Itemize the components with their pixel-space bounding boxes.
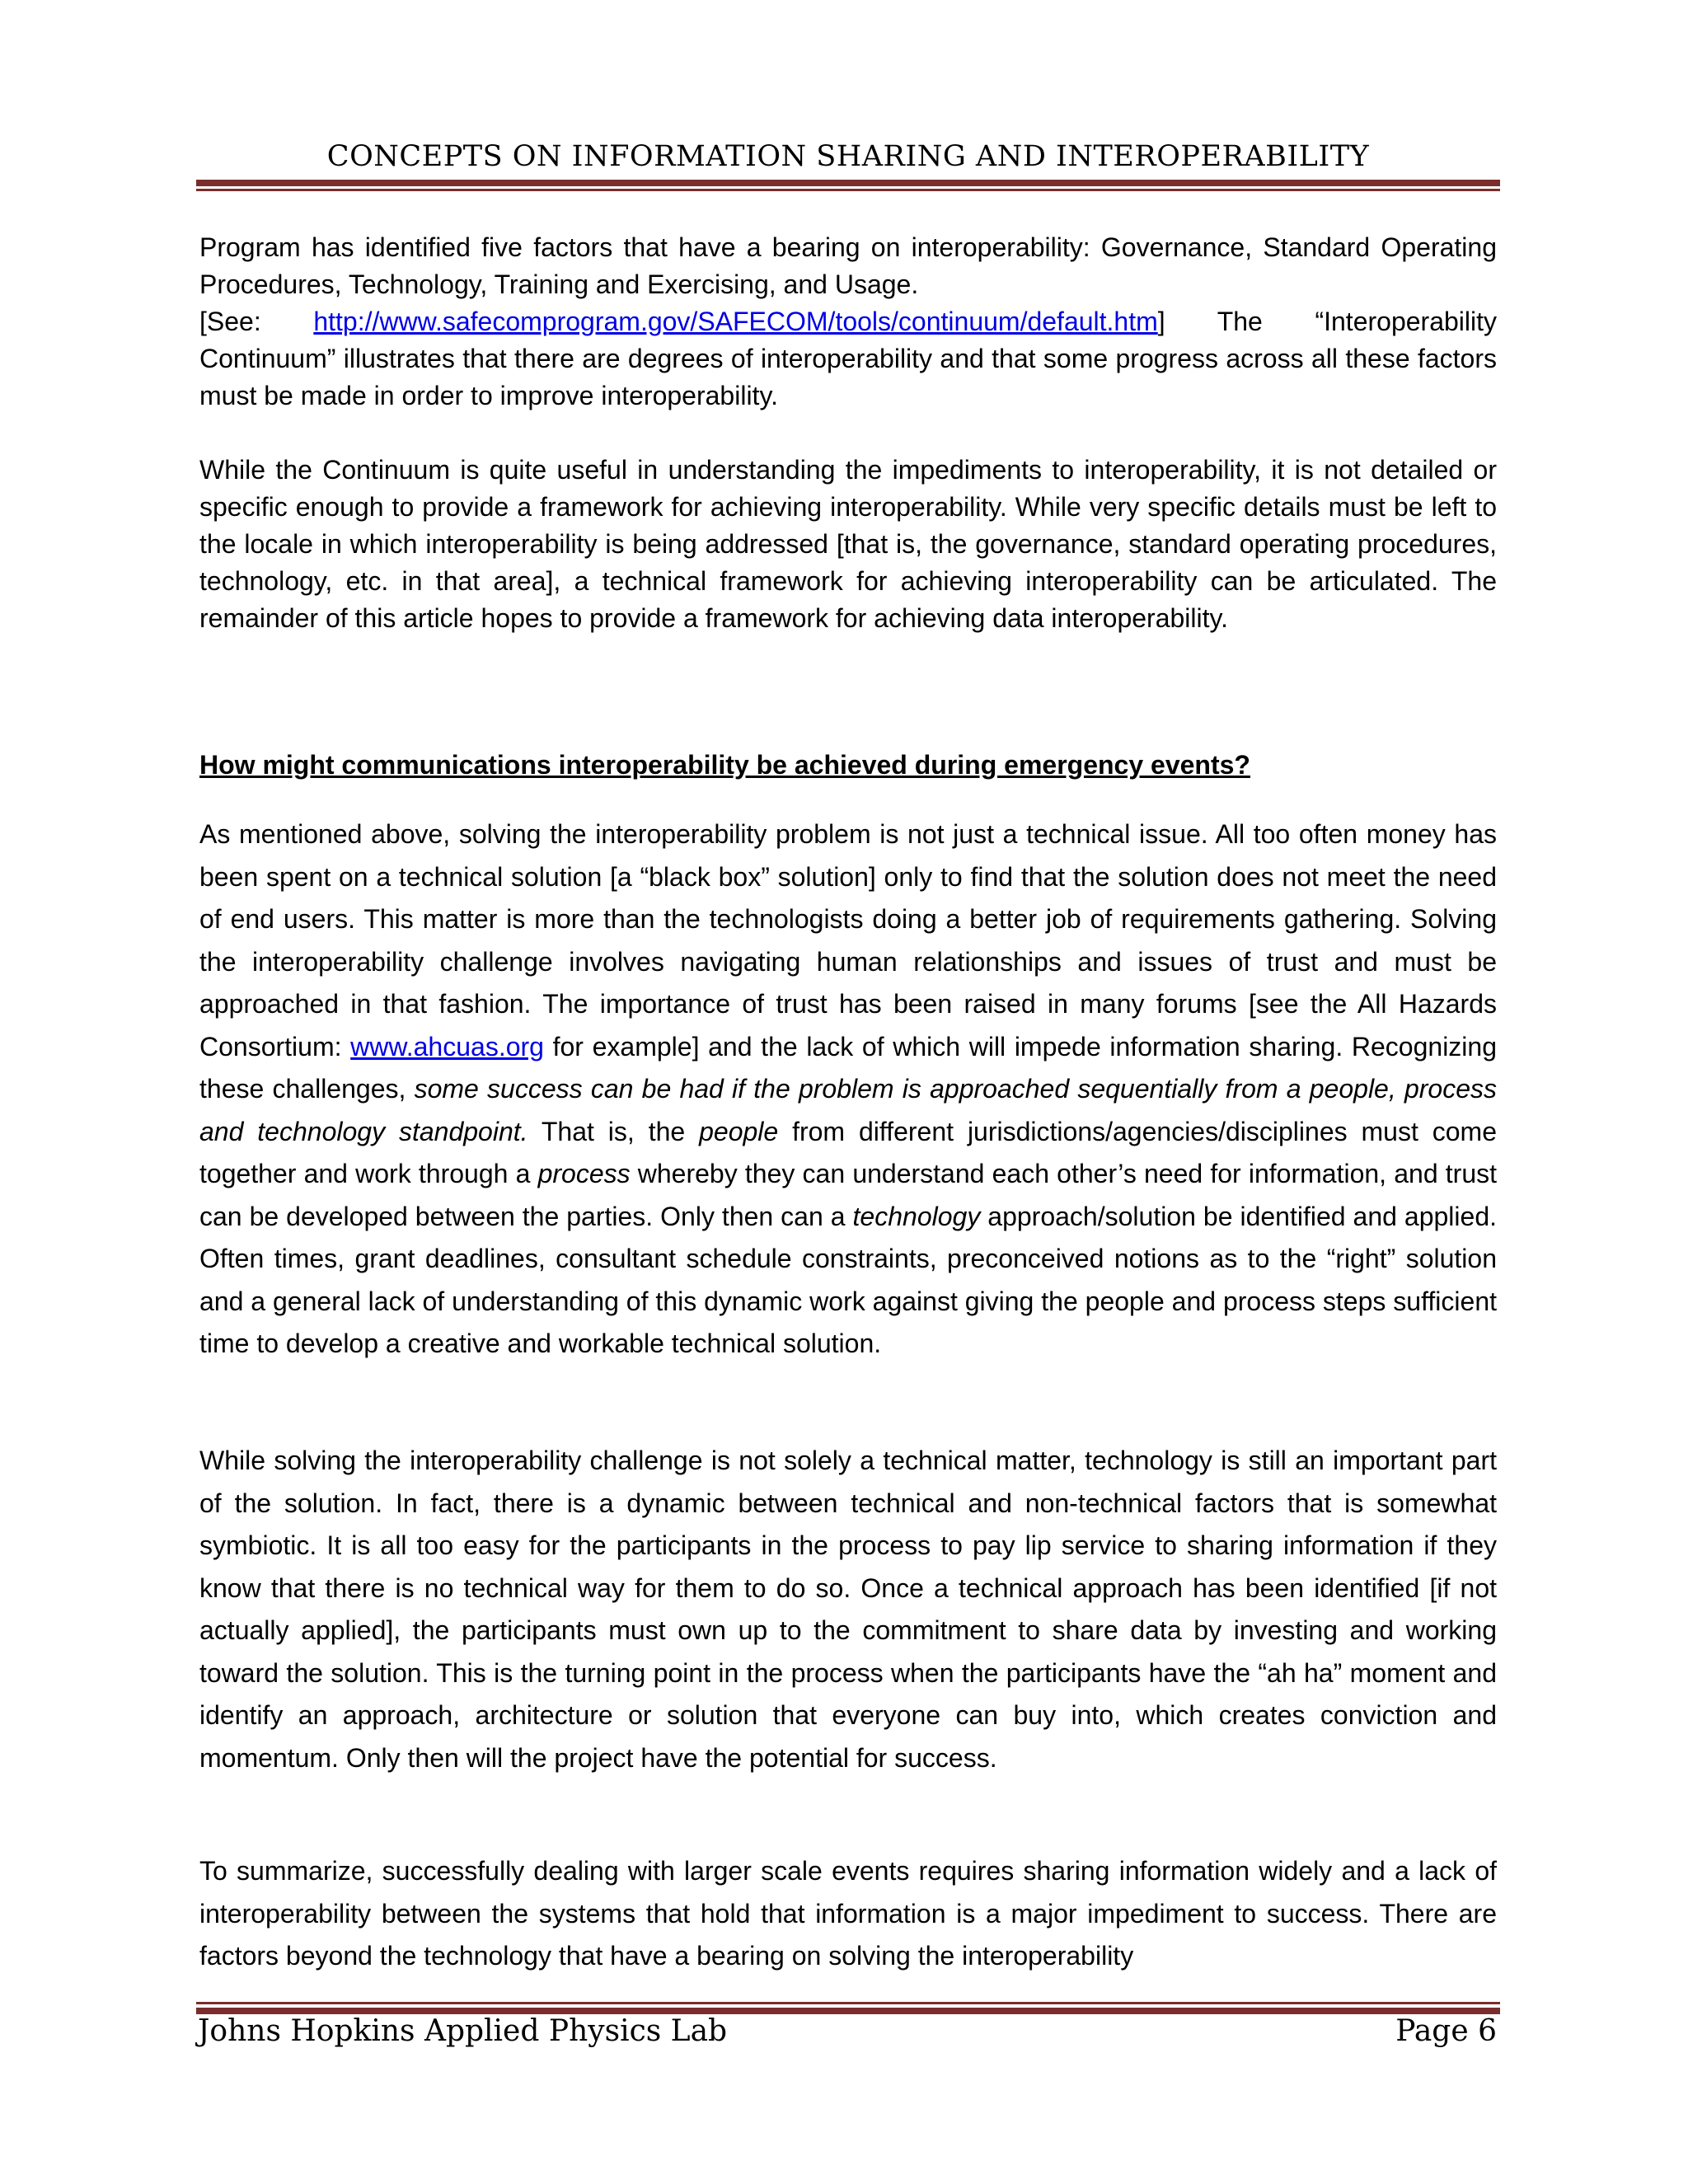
section-heading: How might communications interoperability be achieved during emergency events? <box>199 750 1250 780</box>
safecom-continuum-link[interactable]: http://www.safecomprogram.gov/SAFECOM/tools/continuum/default.htm <box>313 307 1158 336</box>
footer-page-number: Page 6 <box>1395 2014 1497 2048</box>
paragraph-factors-continuum: ] The “Interoperability Continuum” illustrates that there are degrees of interoperability and that some progress across all these factors must be made in order to improve interoperability. <box>199 307 1498 410</box>
p3-part4: from different jurisdictions/agencies/disciplines must come together and work through a <box>199 1116 1498 1188</box>
p3-italic-success: some success can be had if the problem is approached sequentially from a people, process and technology standpoint. <box>199 1074 1498 1146</box>
see-prefix: [See: <box>199 307 314 336</box>
p3-part5: whereby they can understand each other’s need for information, and trust can be developed between the parties. Only then can a <box>199 1159 1498 1231</box>
p3-part3: That is, the <box>528 1116 700 1146</box>
paragraph-technology-text: While solving the interoperability challenge is not solely a technical matter, technology is still an important part of the solution. In fact, there is a dynamic between technical and non-technical factors that is somewhat symbiotic. It is all too easy for the participants in the process to pay lip service to sharing information if they know that there is no technical way for them to do so. Once a technical approach has been identified [if not actually applied], the participants must own up to the commitment to share data by investing and working toward the solution. This is the turning point in the process when the participants have the “ah ha” moment and identify an approach, architecture or solution that everyone can buy into, which creates conviction and momentum. Only then will the project have the potential for success. <box>199 1446 1497 1773</box>
footer-organization: Johns Hopkins Applied Physics Lab <box>198 2014 728 2048</box>
paragraph-factors-intro: Program has identified five factors that have a bearing on interoperability: Governance, Standard Operating Procedures, Technology, Training and Exercising, and Usage. <box>199 232 1497 299</box>
paragraph-summary <box>199 1850 1497 1978</box>
p3-part2: for example] and the lack of which will impede information sharing. Recognizing these challenges, <box>199 1031 1498 1104</box>
header-rule-thin <box>196 189 1500 191</box>
p3-italic-technology: technology <box>852 1201 981 1231</box>
p3-part1: As mentioned above, solving the interoperability problem is not just a technical issue. All too often money has been spent on a technical solution [a “black box” solution] only to find that the solution does not meet the need of end users. This matter is more than the technologists doing a better job of requirements gathering. Solving the interoperability challenge involves navigating human relationships and issues of trust and must be approached in that fashion. The importance of trust has been raised in many forums [see the All Hazards Consortium: <box>199 819 1497 1062</box>
paragraph-continuum <box>199 452 1497 637</box>
p3-part6: approach/solution be identified and applied. Often times, grant deadlines, consultant schedule constraints, preconceived notions as to the “right” solution and a general lack of understanding of this dynamic work against giving the people and process steps sufficient time to develop a creative and workable technical solution. <box>199 1201 1498 1358</box>
paragraph-factors <box>199 229 1497 415</box>
ahcuas-link[interactable]: www.ahcuas.org <box>350 1031 544 1062</box>
paragraph-people-process-technology <box>199 813 1497 1366</box>
paragraph-summary-text: To summarize, successfully dealing with larger scale events requires sharing information widely and a lack of interoperability between the systems that hold that information is a major impediment to success. There are factors beyond the technology that have a bearing on solving the interoperability <box>199 1856 1497 1971</box>
paragraph-technology-importance <box>199 1440 1497 1779</box>
p3-italic-process: process <box>537 1159 631 1188</box>
footer-rule-thin <box>196 2002 1500 2004</box>
paragraph-continuum-text: While the Continuum is quite useful in understanding the impediments to interoperability, it is not detailed or specific enough to provide a framework for achieving interoperability. While very specific details must be left to the locale in which interoperability is being addressed [that is, the governance, standard operating procedures, technology, etc. in that area], a technical framework for achieving interoperability can be articulated. The remainder of this article hopes to provide a framework for achieving data interoperability. <box>199 455 1497 633</box>
p3-italic-people: people <box>699 1116 779 1146</box>
page-header-title: CONCEPTS ON INFORMATION SHARING AND INTEROPERABILITY <box>326 140 1370 173</box>
header-rule-thick <box>196 180 1500 186</box>
